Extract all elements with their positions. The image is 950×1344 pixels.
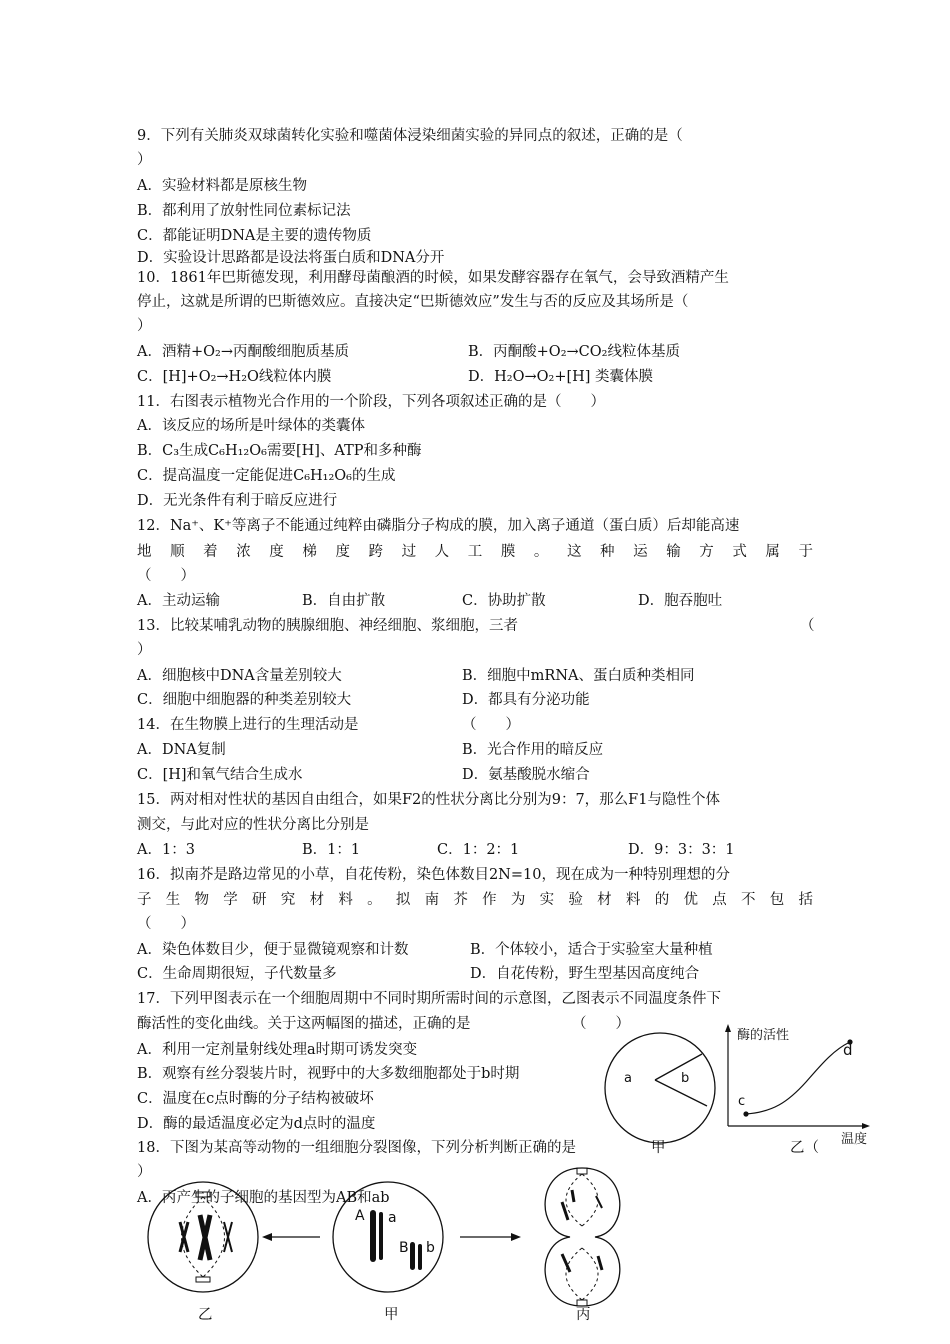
q10-stem-1: 10．1861年巴斯德发现，利用酵母菌酿酒的时候，如果发酵容器存在氧气，会导致酒精产生 (137, 270, 729, 286)
q10-stem-3: ） (137, 318, 152, 334)
q10-option-a: A．酒精+O₂→丙酮酸细胞质基质 (137, 344, 349, 360)
q16-stem-1: 16．拟南芥是路边常见的小草，自花传粉，染色体数目2N=10，现在成为一种特别理想的分 (137, 867, 730, 883)
q12-option-d: D．胞吞胞吐 (638, 593, 723, 609)
q13-option-d: D．都具有分泌功能 (462, 692, 590, 708)
q13-stem: 13．比较某哺乳动物的胰腺细胞、神经细胞、浆细胞，三者 (137, 618, 518, 634)
cell-division-diagrams (140, 1160, 650, 1310)
q17-stem-2: 酶活性的变化曲线。关于这两幅图的描述，正确的是 (137, 1016, 471, 1032)
q10-option-c: C．[H]+O₂→H₂O线粒体内膜 (137, 369, 332, 385)
gene-label-b: b (426, 1240, 435, 1256)
q12-option-a: A．主动运输 (137, 593, 220, 609)
q13-option-b: B．细胞中mRNA、蛋白质种类相同 (462, 668, 695, 684)
q14-option-a: A．DNA复制 (137, 742, 226, 758)
q15-option-d: D．9：3：3：1 (628, 842, 735, 858)
q12-stem-1: 12．Na⁺、K⁺等离子不能通过纯粹由磷脂分子构成的膜，加入离子通道（蛋白质）后却能高速 (137, 518, 740, 534)
q16-stem-3: （ ） (137, 916, 195, 932)
q12-option-b: B．自由扩散 (302, 593, 386, 609)
q11-stem: 11．右图表示植物光合作用的一个阶段，下列各项叙述正确的是（ ） (137, 394, 605, 410)
q9-stem: 9．下列有关肺炎双球菌转化实验和噬菌体浸染细菌实验的异同点的叙述，正确的是（ (137, 128, 683, 144)
q13-paren-open: （ (800, 618, 815, 634)
q17-option-a: A．利用一定剂量射线处理a时期可诱发突变 (137, 1042, 418, 1058)
cell-cycle-pie-diagram (603, 1030, 717, 1146)
cell-label-bing: 丙 (576, 1307, 591, 1323)
q14-option-b: B．光合作用的暗反应 (462, 742, 604, 758)
q13-option-c: C．细胞中细胞器的种类差别较大 (137, 692, 352, 708)
q17-option-d: D．酶的最适温度必定为d点时的温度 (137, 1116, 376, 1132)
q15-stem-2: 测交，与此对应的性状分离比分别是 (137, 817, 369, 833)
q16-option-b: B．个体较小，适合于实验室大量种植 (470, 942, 713, 958)
q16-option-c: C．生命周期很短，子代数量多 (137, 966, 337, 982)
q9-option-b: B．都利用了放射性同位素标记法 (137, 203, 351, 219)
q11-option-d: D．无光条件有利于暗反应进行 (137, 493, 338, 509)
q17-stem-1: 17．下列甲图表示在一个细胞周期中不同时期所需时间的示意图，乙图表示不同温度条件下 (137, 991, 721, 1007)
q14-option-d: D．氨基酸脱水缩合 (462, 767, 590, 783)
q11-option-c: C．提高温度一定能促进C₆H₁₂O₆的生成 (137, 468, 396, 484)
graph-xlabel: 温度 (841, 1132, 868, 1147)
pie-label-a: a (624, 1071, 632, 1086)
q10-option-d: D．H₂O→O₂+[H] 类囊体膜 (468, 369, 654, 385)
q11-option-a: A．该反应的场所是叶绿体的类囊体 (137, 418, 365, 434)
point-d-label: d (843, 1041, 853, 1059)
q17-option-c: C．温度在c点时酶的分子结构被破坏 (137, 1091, 374, 1107)
graph-ylabel: 酶的活性 (737, 1028, 790, 1043)
q16-option-d: D．自花传粉，野生型基因高度纯合 (470, 966, 700, 982)
q13-paren-close: ） (137, 642, 152, 658)
q9-option-c: C．都能证明DNA是主要的遗传物质 (137, 228, 372, 244)
q18-stem-cont: ） (137, 1164, 152, 1180)
q10-option-b: B．丙酮酸+O₂→CO₂线粒体基质 (468, 344, 680, 360)
q12-option-c: C．协助扩散 (462, 593, 546, 609)
q15-option-b: B．1：1 (302, 842, 361, 858)
q15-option-c: C．1：2：1 (437, 842, 520, 858)
gene-label-B: B (399, 1240, 409, 1256)
q9-stem-cont: ） (137, 152, 152, 168)
q14-paren: （ ） (462, 717, 520, 733)
q17-option-b: B．观察有丝分裂装片时，视野中的大多数细胞都处于b时期 (137, 1066, 520, 1082)
gene-label-a: a (388, 1210, 397, 1226)
q15-stem-1: 15．两对相对性状的基因自由组合，如果F2的性状分离比分别为9：7，那么F1与隐性个体 (137, 792, 720, 808)
gene-label-A: A (355, 1208, 365, 1224)
q9-option-d: D．实验设计思路都是设法将蛋白质和DNA分开 (137, 250, 445, 266)
q13-option-a: A．细胞核中DNA含量差别较大 (137, 668, 342, 684)
q14-stem: 14．在生物膜上进行的生理活动是 (137, 717, 359, 733)
q16-stem-2: 子生物学研究材料。拟南芥作为实验材料的优点不包括 (137, 892, 813, 908)
q11-option-b: B．C₃生成C₆H₁₂O₆需要[H]、ATP和多种酶 (137, 443, 422, 459)
q18-option-a: A．丙产生的子细胞的基因型为AB和ab (137, 1190, 390, 1206)
q14-option-c: C．[H]和氧气结合生成水 (137, 767, 303, 783)
cell-label-yi: 乙 (198, 1307, 213, 1323)
cell-label-jia: 甲 (384, 1307, 399, 1323)
fig-yi-label: 乙（ (790, 1140, 819, 1156)
q12-stem-3: （ ） (137, 568, 195, 584)
q17-paren: （ ） (572, 1016, 630, 1032)
q10-stem-2: 停止，这就是所谓的巴斯德效应。直接决定“巴斯德效应”发生与否的反应及其场所是（ (137, 294, 689, 310)
point-c-label: c (738, 1094, 746, 1109)
fig-jia-label: 甲 (651, 1140, 666, 1156)
q18-stem: 18．下图为某高等动物的一组细胞分裂图像，下列分析判断正确的是 (137, 1140, 576, 1156)
pie-label-b: b (681, 1071, 690, 1086)
q9-option-a: A．实验材料都是原核生物 (137, 178, 307, 194)
q16-option-a: A．染色体数目少，便于显微镜观察和计数 (137, 942, 409, 958)
q12-stem-2: 地顺着浓度梯度跨过人工膜。这种运输方式属于 (137, 544, 813, 560)
q15-option-a: A．1：3 (137, 842, 195, 858)
